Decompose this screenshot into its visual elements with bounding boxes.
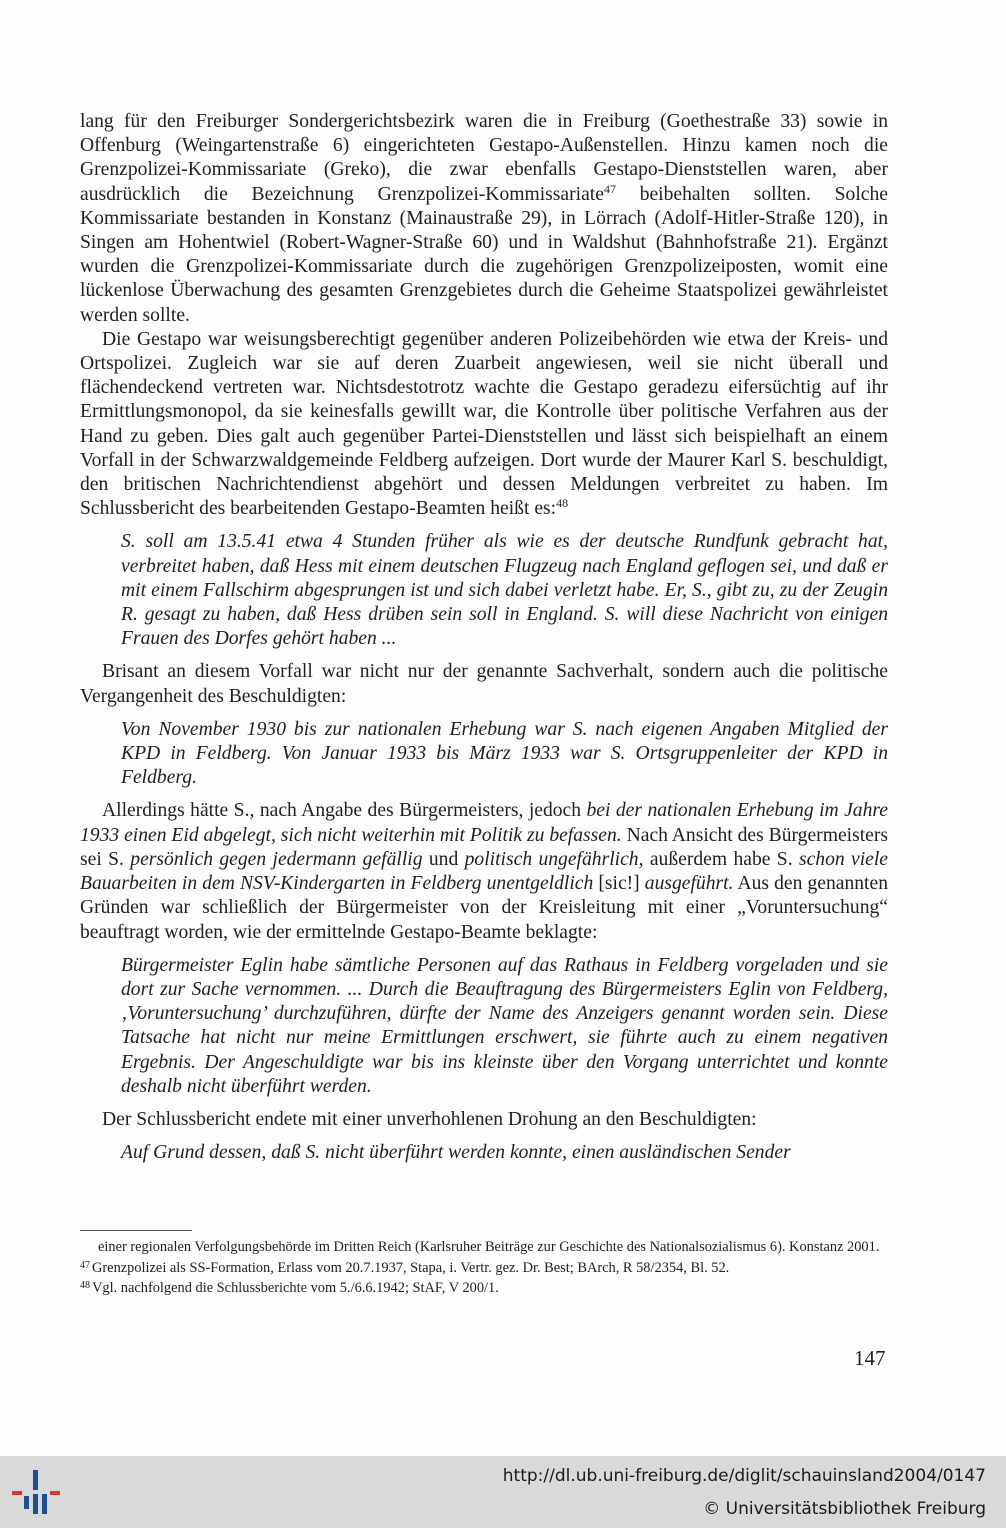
footer-bar bbox=[0, 1456, 1006, 1528]
paragraph-2: Die Gestapo war weisungsberechtigt gegenüber anderen Polizeibehörden wie etwa der Kreis- und Ortspolizei. Zugleich war sie auf deren Zuarbeit angewiesen, weil sie nicht überall und flächendeckend vertreten war. Nichtsdestotrotz wachte die Gestapo geradezu eifersüchtig auf ihr Ermittlungsmonopol, da sie keinesfalls gewillt war, die Kontrolle über politische Verfahren aus der Hand zu geben. Dies galt auch gegenüber Partei-Dienststellen und lässt sich beispielhaft an einem Vorfall in der Schwarzwaldgemeinde Feldberg aufzeigen. Dort wurde der Maurer Karl S. beschuldigt, den britischen Nachrichtendienst abgehört und dessen Meldungen verbreitet zu haben. Im Schlussbericht des bearbeitenden Gestapo-Beamten heißt es:$^{48}$ bbox=[80, 328, 888, 520]
quote-3: Bürgermeister Eglin habe sämtliche Personen auf das Rathaus in Feldberg vorgeladen und sie dort zur Sache vernommen. ... Durch die Beauftragung des Bürgermeisters Eglin von Feldberg, ‚Voruntersuchung’ durchzuführen, dürfte der Name des Anzeigers genannt worden sein. Diese Tatsache hat nicht nur meine Ermittlungen erschwert, sie führte auch zu einem negativen Ergebnis. Der Angeschuldigte war bis ins kleinste über den Vorgang unterrichtet und konnte deshalb nicht überführt werden. bbox=[121, 954, 888, 1097]
ub-freiburg-logo-icon[interactable] bbox=[8, 1468, 64, 1516]
quote-4: Auf Grund dessen, daß S. nicht überführt werden konnte, einen ausländischen Sender bbox=[121, 1142, 791, 1164]
paragraph-1: lang für den Freiburger Sondergerichtsbezirk waren die in Freiburg (Goethestraße 33) sowie in Offenburg (Weingartenstraße 6) eingerichteten Gestapo-Außenstellen. Hinzu kamen noch die Grenzpolizei-Kommissariate (Greko), die zwar ebenfalls Gestapo-Dienststellen waren, aber ausdrücklich die Bezeichnung Grenzpolizei-Kommissariate$^{47}$ beibehalten sollten. Solche Kommissariate bestanden in Konstanz (Mainaustraße 29), in Lörrach (Adolf-Hitler-Straße 120), in Singen am Hohentwiel (Robert-Wagner-Straße 60) und in Waldshut (Bahnhofstraße 21). Ergänzt wurden die Grenzpolizei-Kommissariate durch die zugehörigen Grenzpolizeiposten, womit eine lückenlose Überwachung des gesamten Grenzgebietes durch die Geheime Staatspolizei gewährleistet werden sollte. bbox=[80, 111, 888, 326]
paragraph-4: Allerdings hätte S., nach Angabe des Bürgermeisters, jedoch bei der nationalen Erhebung im Jahre 1933 einen Eid abgelegt, sich nicht weiterhin mit Politik zu befassen. Nach Ansicht des Bürgermeisters sei S. persönlich gegen jedermann gefällig und politisch ungefährlich, außerdem habe S. schon viele Bauarbeiten in dem NSV-Kindergarten in Feldberg unentgeldlich [sic!] ausgeführt. Aus den genannten Gründen war schließlich der Bürgermeister von der Kreisleitung mit einer „Voruntersuchung“ beauftragt worden, wie der ermittelnde Gestapo-Beamte beklagte: bbox=[80, 800, 888, 943]
footnotes bbox=[80, 1238, 888, 1298]
paragraph-3: Brisant an diesem Vorfall war nicht nur der genannte Sachverhalt, sondern auch die politische Vergangenheit des Beschuldigten: bbox=[80, 661, 888, 707]
footnote-number-48: 48 bbox=[80, 1280, 90, 1292]
footnote-divider bbox=[80, 1230, 192, 1231]
document-url-link[interactable]: http://dl.ub.uni-freiburg.de/diglit/schauinsland2004/0147 bbox=[502, 1466, 986, 1486]
page-number: 147 bbox=[854, 1346, 886, 1370]
footnote-ref-48[interactable]: 48 bbox=[556, 496, 569, 511]
footnote-48: $^{48}$ Vgl. nachfolgend die Schlussberichte vom 5./6.6.1942; StAF, V 200/1. bbox=[80, 1280, 499, 1297]
quote-2: Von November 1930 bis zur nationalen Erhebung war S. nach eigenen Angaben Mitglied der KPD in Feldberg. Von Januar 1933 bis März 1933 war S. Ortsgruppenleiter der KPD in Feldberg. bbox=[121, 718, 888, 789]
footnote-ref-47[interactable]: 47 bbox=[603, 181, 616, 196]
paragraph-5: Der Schlussbericht endete mit einer unverhohlenen Drohung an den Beschuldigten: bbox=[102, 1108, 757, 1130]
footnote-number-47: 47 bbox=[80, 1259, 90, 1271]
quote-1: S. soll am 13.5.41 etwa 4 Stunden früher als wie es der deutsche Rundfunk gebracht hat, verbreitet haben, daß Hess mit einem deutschen Flugzeug nach England geflogen sei, und daß er mit einem Fallschirm abgesprungen ist und sich dabei verletzt habe. Er, S., gibt zu, zu der Zeugin R. gesagt zu haben, daß Hess drüben sein soll in England. S. will diese Nachricht von einigen Frauen des Dorfes gehört haben ... bbox=[121, 531, 888, 650]
footnote-continuation: einer regionalen Verfolgungsbehörde im Dritten Reich (Karlsruher Beiträge zur Geschichte des Nationalsozialismus 6). Konstanz 2001. bbox=[98, 1239, 880, 1255]
copyright-notice: © Universitätsbibliothek Freiburg bbox=[703, 1499, 986, 1519]
footnote-47: $^{47}$ Grenzpolizei als SS-Formation, Erlass vom 20.7.1937, Stapa, i. Vertr. gez. Dr. Best; BArch, R 58/2354, Bl. 52. bbox=[80, 1259, 730, 1276]
body-text bbox=[80, 110, 888, 1165]
